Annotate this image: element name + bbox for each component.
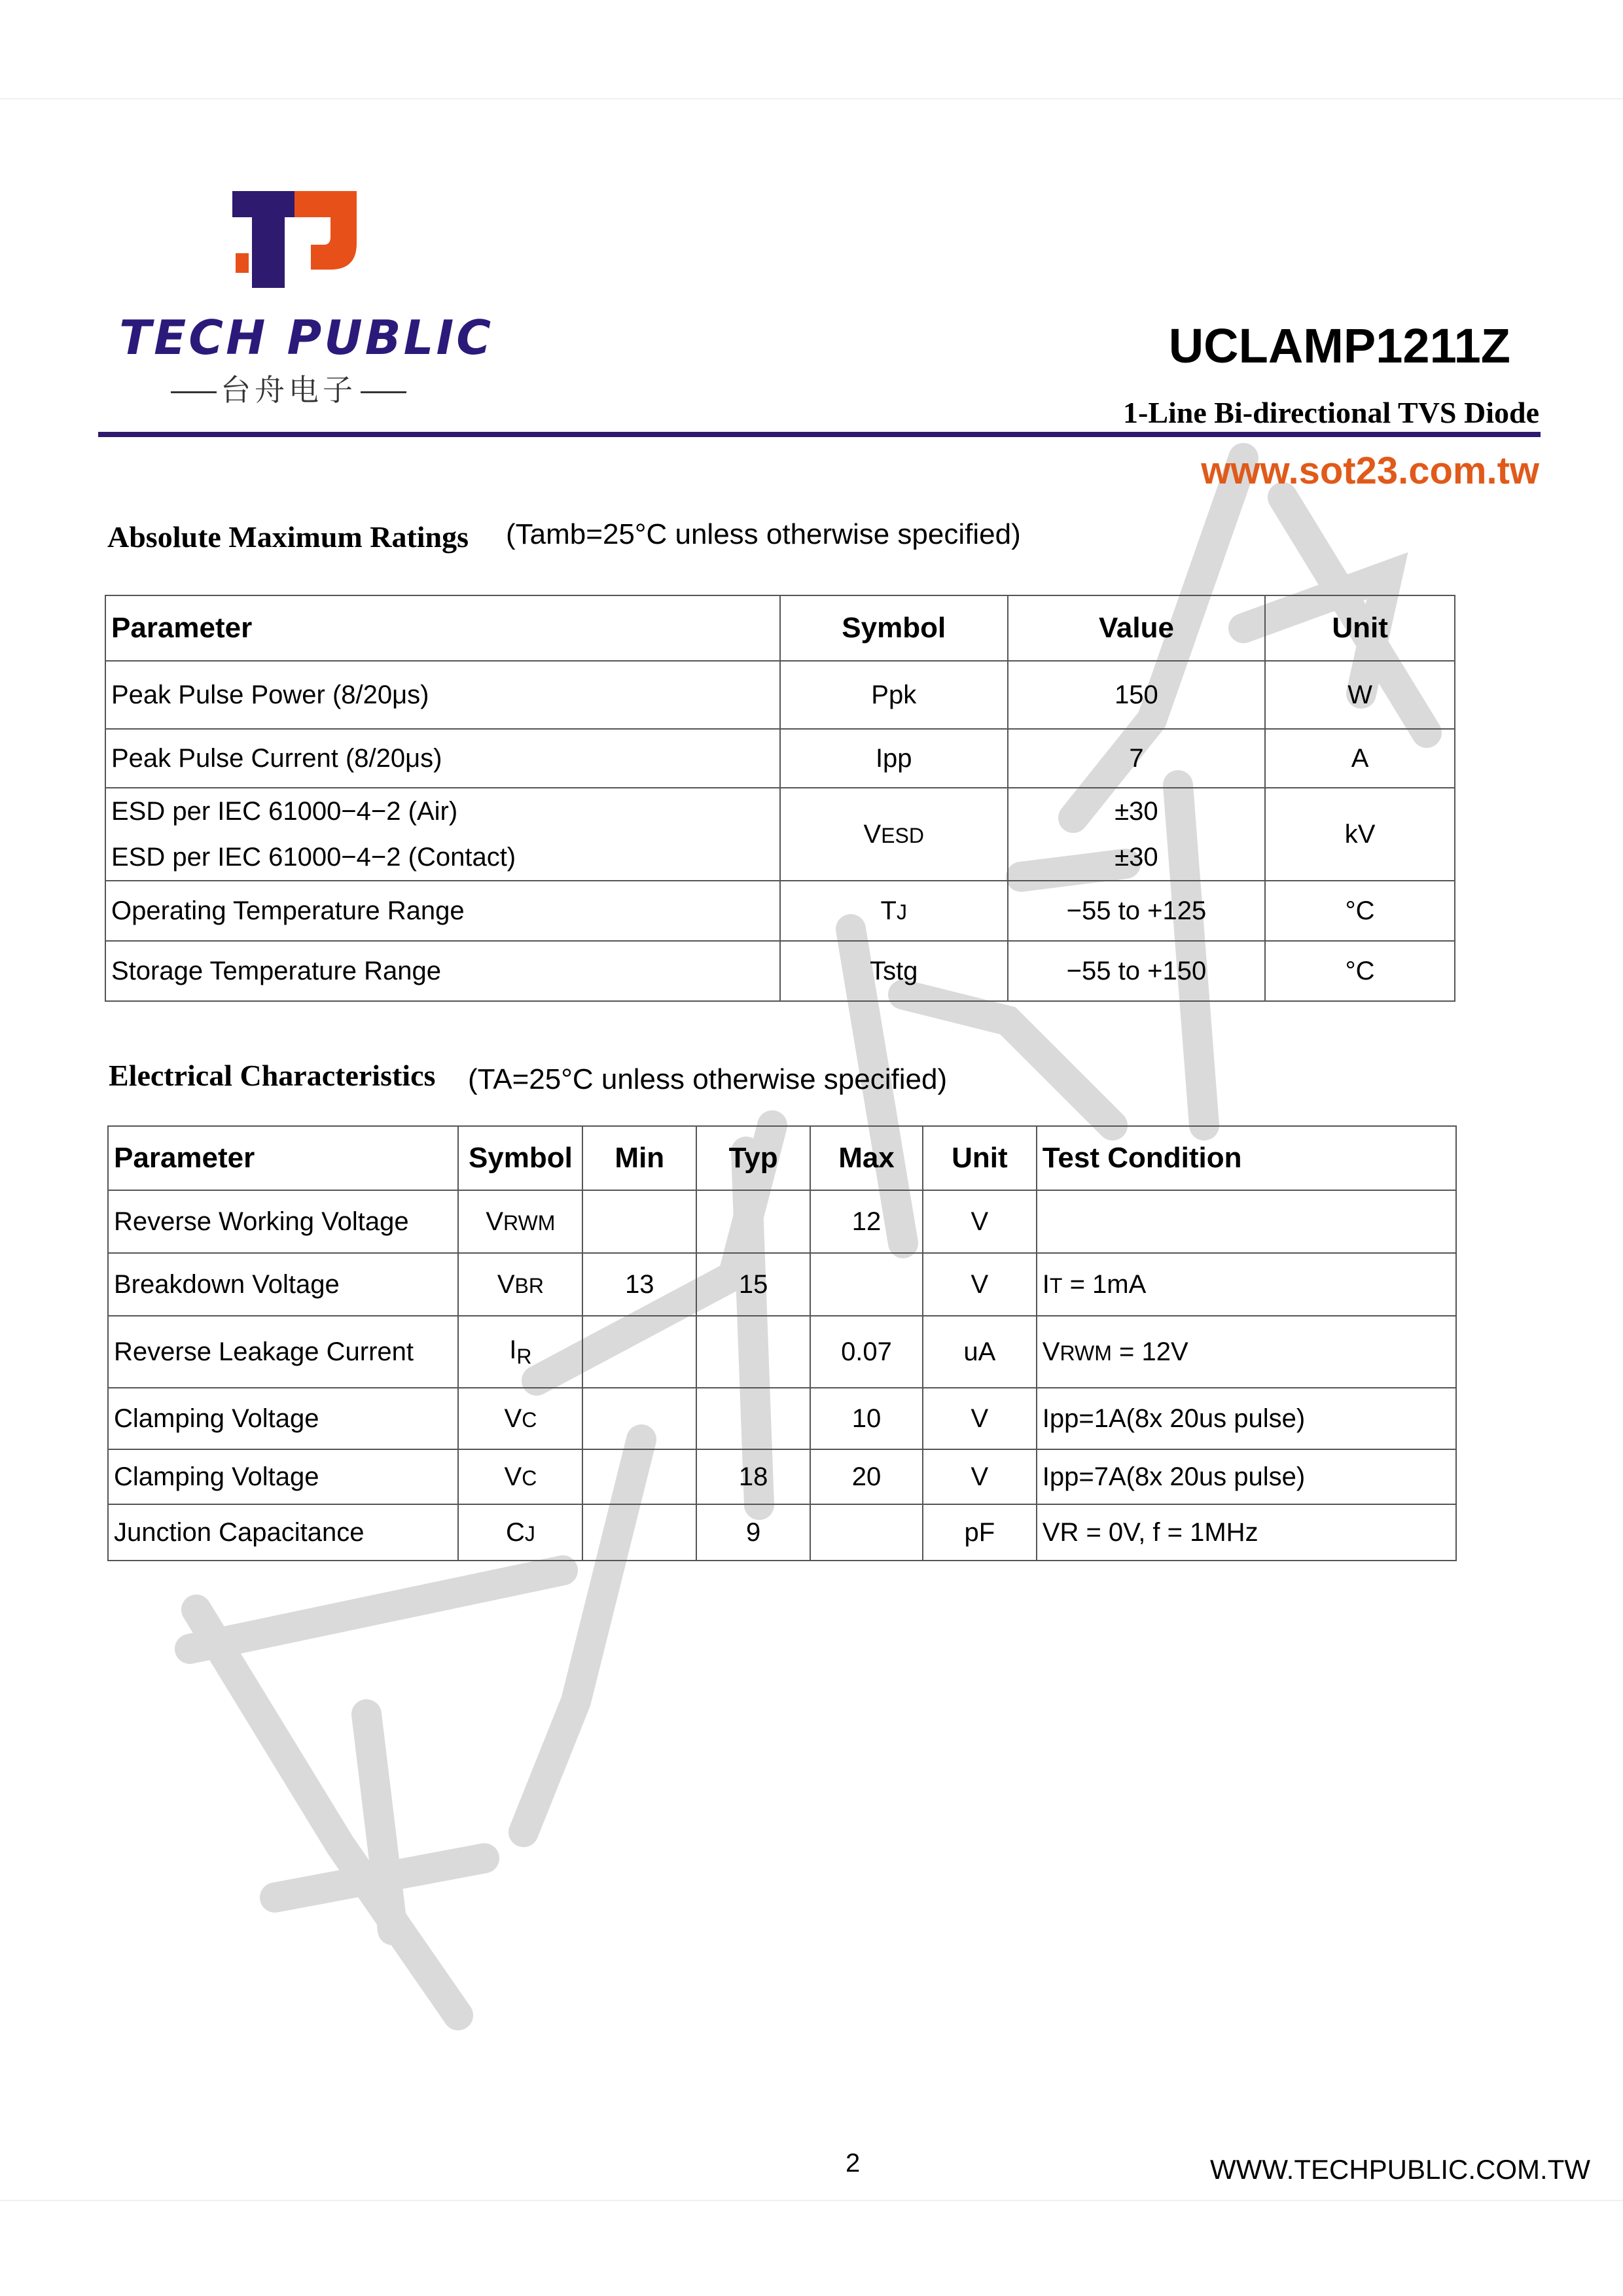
abs-max-note: (Tamb=25°C unless otherwise specified) [506, 518, 1021, 550]
table-row [108, 1388, 1456, 1449]
param-cell: Breakdown Voltage [108, 1253, 458, 1316]
param-cell: Operating Temperature Range [105, 881, 780, 941]
typ-cell [696, 1190, 810, 1253]
website-link[interactable]: www.sot23.com.tw [1201, 450, 1539, 492]
esd-air-label: ESD per IEC 61000−4−2 (Air) [111, 797, 458, 826]
unit-cell: V [923, 1253, 1037, 1316]
elec-title: Electrical Characteristics [109, 1059, 436, 1092]
symbol-cell: Ppk [780, 661, 1008, 729]
table-row [108, 1253, 1456, 1316]
header-symbol: Symbol [458, 1126, 582, 1190]
param-cell: Peak Pulse Power (8/20μs) [105, 661, 780, 729]
min-cell: 13 [582, 1253, 696, 1316]
abs-max-title: Absolute Maximum Ratings [107, 520, 469, 554]
symbol-cell: CJ [458, 1504, 582, 1561]
brand-chinese: 台舟电子 [167, 366, 410, 410]
unit-cell: °C [1265, 881, 1455, 941]
header-typ: Typ [696, 1126, 810, 1190]
header-unit: Unit [1265, 595, 1455, 661]
param-cell: Clamping Voltage [108, 1388, 458, 1449]
unit-cell: V [923, 1190, 1037, 1253]
symbol-cell: Ipp [780, 729, 1008, 788]
symbol-cell: VC [458, 1388, 582, 1449]
table-row [105, 661, 1455, 729]
typ-cell [696, 1316, 810, 1388]
value-cell: ±30 ±30 [1008, 788, 1266, 881]
brand-name: TECH PUBLIC [119, 310, 494, 365]
header-parameter: Parameter [105, 595, 780, 661]
typ-cell [696, 1388, 810, 1449]
max-cell [810, 1504, 923, 1561]
table-row [105, 881, 1455, 941]
unit-cell: A [1265, 729, 1455, 788]
param-cell: Peak Pulse Current (8/20μs) [105, 729, 780, 788]
condition-cell: Ipp=1A(8x 20us pulse) [1037, 1388, 1456, 1449]
table-header-row [105, 595, 1455, 661]
symbol-cell: Tstg [780, 941, 1008, 1001]
unit-cell: V [923, 1449, 1037, 1504]
esd-contact-label: ESD per IEC 61000−4−2 (Contact) [111, 843, 516, 872]
symbol-cell: VC [458, 1449, 582, 1504]
page-number: 2 [846, 2149, 861, 2178]
table-header-row [108, 1126, 1456, 1190]
param-cell [105, 788, 780, 881]
elec-note: (TA=25°C unless otherwise specified) [468, 1063, 948, 1095]
tech-public-logo-icon [232, 191, 363, 289]
header-max: Max [810, 1126, 923, 1190]
elec-table [107, 1125, 1457, 1561]
unit-cell: W [1265, 661, 1455, 729]
footer-website-link[interactable]: WWW.TECHPUBLIC.COM.TW [1210, 2154, 1590, 2185]
typ-cell: 9 [696, 1504, 810, 1561]
symbol-cell: TJ [780, 881, 1008, 941]
max-cell: 12 [810, 1190, 923, 1253]
condition-cell: VRWM = 12V [1037, 1316, 1456, 1388]
header-test-condition: Test Condition [1037, 1126, 1456, 1190]
unit-cell: kV [1265, 788, 1455, 881]
min-cell [582, 1504, 696, 1561]
table-row [108, 1190, 1456, 1253]
param-cell: Clamping Voltage [108, 1449, 458, 1504]
condition-cell: IT = 1mA [1037, 1253, 1456, 1316]
condition-cell [1037, 1190, 1456, 1253]
value-cell: −55 to +150 [1008, 941, 1266, 1001]
unit-cell: V [923, 1388, 1037, 1449]
part-number: UCLAMP1211Z [1168, 319, 1510, 373]
typ-cell: 18 [696, 1449, 810, 1504]
table-row [105, 941, 1455, 1001]
symbol-cell: VRWM [458, 1190, 582, 1253]
value-cell: 7 [1008, 729, 1266, 788]
param-cell: Storage Temperature Range [105, 941, 780, 1001]
typ-cell: 15 [696, 1253, 810, 1316]
symbol-cell: $I_R$ [458, 1316, 582, 1388]
condition-cell: VR = 0V, f = 1MHz [1037, 1504, 1456, 1561]
unit-cell: °C [1265, 941, 1455, 1001]
table-row [108, 1449, 1456, 1504]
header-symbol: Symbol [780, 595, 1008, 661]
table-row [105, 788, 1455, 881]
max-cell [810, 1253, 923, 1316]
condition-cell: Ipp=7A(8x 20us pulse) [1037, 1449, 1456, 1504]
value-cell: −55 to +125 [1008, 881, 1266, 941]
unit-cell: uA [923, 1316, 1037, 1388]
value-cell: 150 [1008, 661, 1266, 729]
header-divider [98, 432, 1541, 437]
param-cell: Reverse Leakage Current [108, 1316, 458, 1388]
header-min: Min [582, 1126, 696, 1190]
param-cell: Reverse Working Voltage [108, 1190, 458, 1253]
unit-cell: pF [923, 1504, 1037, 1561]
max-cell: 0.07 [810, 1316, 923, 1388]
table-row [105, 729, 1455, 788]
min-cell [582, 1316, 696, 1388]
abs-max-table [105, 595, 1455, 1002]
part-description: 1-Line Bi-directional TVS Diode [1123, 396, 1539, 429]
param-cell: Junction Capacitance [108, 1504, 458, 1561]
min-cell [582, 1190, 696, 1253]
max-cell: 10 [810, 1388, 923, 1449]
header-unit: Unit [923, 1126, 1037, 1190]
header-value: Value [1008, 595, 1266, 661]
min-cell [582, 1388, 696, 1449]
symbol-cell: VBR [458, 1253, 582, 1316]
max-cell: 20 [810, 1449, 923, 1504]
min-cell [582, 1449, 696, 1504]
table-row [108, 1504, 1456, 1561]
table-row [108, 1316, 1456, 1388]
header-parameter: Parameter [108, 1126, 458, 1190]
symbol-cell: VESD [780, 788, 1008, 881]
